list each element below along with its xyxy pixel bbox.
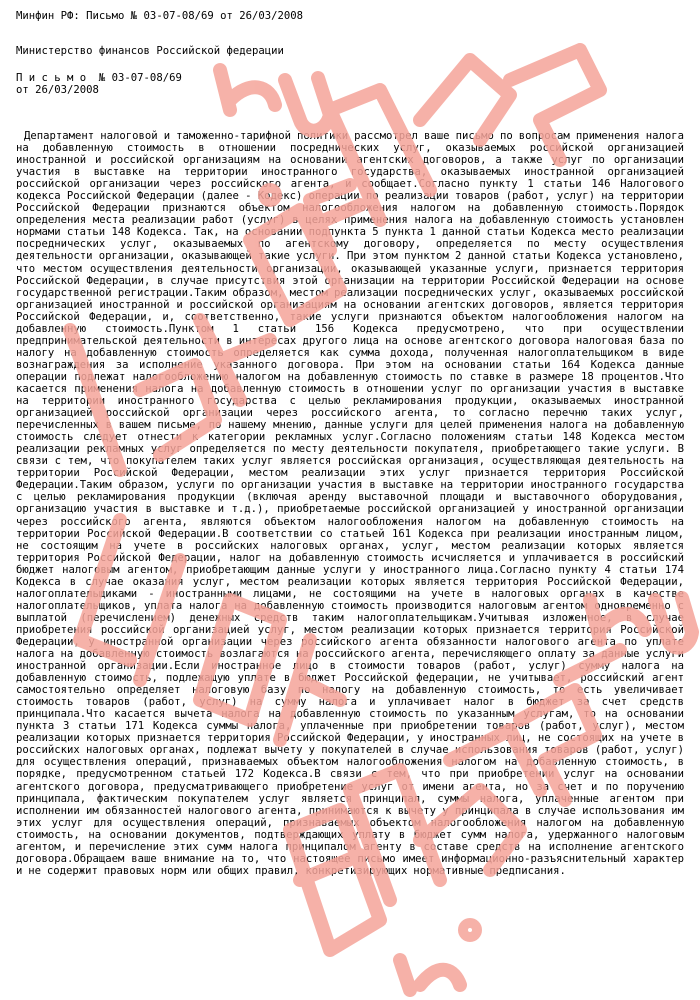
document-header: Минфин РФ: Письмо № 03-07-08/69 от 26/03/2008 bbox=[16, 10, 304, 22]
ministry-name: Министерство финансов Российской федерации bbox=[16, 45, 284, 57]
letter-body: Департамент налоговой и таможенно-тарифной политики рассмотрел ваше письмо по вопросам применения налога на добавленную стоимость в отношении посреднических услуг, оказываемых российской организацией иностранной и российской организациям на основании агентских договоров, а также услуг по организации участия в выставке на территории иностранного государства, оказываемых иностранной организацией российской организации через российского агента, и сообщает.Согласно пункту 1 статьи 146 Налогового кодекса Российской Федерации (далее - Кодекс) операции по реализации товаров (работ, услуг) на территории Российской Федерации признаются объектом налогообложения налогом на добавленную стоимость.Порядок определения места реализации работ (услуг) в целях применения налога на добавленную стоимость установлен нормами статьи 148 Кодекса. Так, на основании подпункта 5 пункта 1 данной статьи Кодекса место реализации посреднических услуг, оказываемых по агентскому договору, определяется по месту осуществления деятельности организации, оказывающей такие услуги. При этом пунктом 2 данной статьи Кодекса установлено, что местом осуществления деятельности организации, оказывающей указанные услуги, признается территория Российской Федерации, в случае присутствия этой организации на территории Российской Федерации на основе государственной регистрации.Таким образом, местом реализации посреднических услуг, оказываемых российской организацией иностранной и российской организациям на основании агентских договоров, является территория Российской Федерации, и, соответственно, такие услуги признаются объектом налогообложения налогом на добавленную стоимость.Пунктом 1 статьи 156 Кодекса предусмотрено, что при осуществлении предпринимательской деятельности в интересах другого лица на основе агентского договора налоговая база по налогу на добавленную стоимость определяется как сумма дохода, полученная налогоплательщиком в виде вознаграждения за исполнение указанного договора. При этом на основании статьи 164 Кодекса данные операции подлежат налогообложению налогом на добавленную стоимость по ставке в размере 18 процентов.Что касается применения налога на добавленную стоимость в отношении услуг по организации участия в выставке на территории иностранного государства с целью рекламирования продукции, оказываемых иностранной организацией российской организации через российского агента, то согласно перечню таких услуг, перечисленных в вашем письме, по нашему мнению, данные услуги для целей применения налога на добавленную стоимость следует отнести к категории рекламных услуг.Согласно положениям статьи 148 Кодекса местом реализации рекламных услуг определяется по месту деятельности покупателя, приобретающего такие услуги. В связи с тем, что покупателем таких услуг является российская организация, осуществляющая деятельность на территории Российской Федерации, местом реализации этих услуг признается территория Российской Федерации.Таким образом, услуги по организации участия в выставке на территории иностранного государства с целью рекламирования продукции (включая аренду выставочной площади и выставочного оборудования, организацию участия в выставке и т.д.), приобретаемые российской организацией у иностранной организации через российского агента, являются объектом налогообложения налогом на добавленную стоимость на территории Российской Федерации.В соответствии со статьей 161 Кодекса при реализации иностранным лицом, не состоящим на учете в российских налоговых органах, услуг, местом реализации которых является территория Российской Федерации, налог на добавленную стоимость исчисляется и уплачивается в российский бюджет налоговым агентом, приобретающим данные услуги у иностранного лица.Согласно пункту 4 статьи 174 Кодекса в случае оказания услуг, местом реализации которых является территория Российской Федерации, налогоплательщиками - иностранными лицами, не состоящими на учете в налоговых органах в качестве налогоплательщиков, уплата налога на добавленную стоимость производится налоговым агентом одновременно с выплатой (перечислением) денежных средств таким налогоплательщикам.Учитывая изложенное, в случае приобретения российской организацией услуг, местом реализации которых признается территория Российской Федерации, у иностранной организации через российского агента обязанности налогового агента по уплате налога на добавленную стоимость возлагаются на российского агента, перечисляющего оплату за данные услуги иностранной организации.Если иностранное лицо в стоимости товаров (работ, услуг) сумму налога на добавленную стоимость, подлежащую уплате в бюджет Российской федерации, не учитывает, российский агент самостоятельно определяет налоговую базу по налогу на добавленную стоимость, то есть увеличивает стоимость товаров (работ, услуг) на сумму налога и уплачивает налог в бюджет за счет средств принципала.Что касается вычета налога на добавленную стоимость по указанным услугам, то на основании пункта 3 статьи 171 Кодекса суммы налога, уплаченные при приобретении товаров (работ, услуг), местом реализации которых признается территория Российской Федерации, у иностранных лиц, не состоящих на учете в российских налоговых органах, подлежат вычету у покупателей в случае использования товаров (работ, услуг) для осуществления операций, признаваемых объектом налогообложения налогом на добавленную стоимость, в порядке, предусмотренном статьей 172 Кодекса.В связи с тем, что при приобретении услуг на основании агентского договора, предусматривающего приобретение услуг от имени агента, но за счет и по поручению принципала, фактическим покупателем услуг является принципал, суммы налога, уплаченные агентом при исполнении им обязанностей налогового агента, принимаются к вычету у принципала в случае использования им этих услуг для осуществления операций, признаваемых объектом налогообложения налогом на добавленную стоимость, на основании документов, подтверждающих уплату в бюджет сумм налога, удержанного налоговым агентом, и перечисление этих сумм налога принципалом агенту в составе средств на исполнение агентского договора.Обращаем ваше внимание на то, что настоящее письмо имеет информационно-разъяснительный характер и не содержит правовых норм или общих правил, конкретизирующих нормативные предписания. bbox=[16, 130, 684, 877]
letter-date: от 26/03/2008 bbox=[16, 84, 99, 96]
letter-number: П и с ь м о № 03-07-08/69 bbox=[16, 72, 182, 84]
